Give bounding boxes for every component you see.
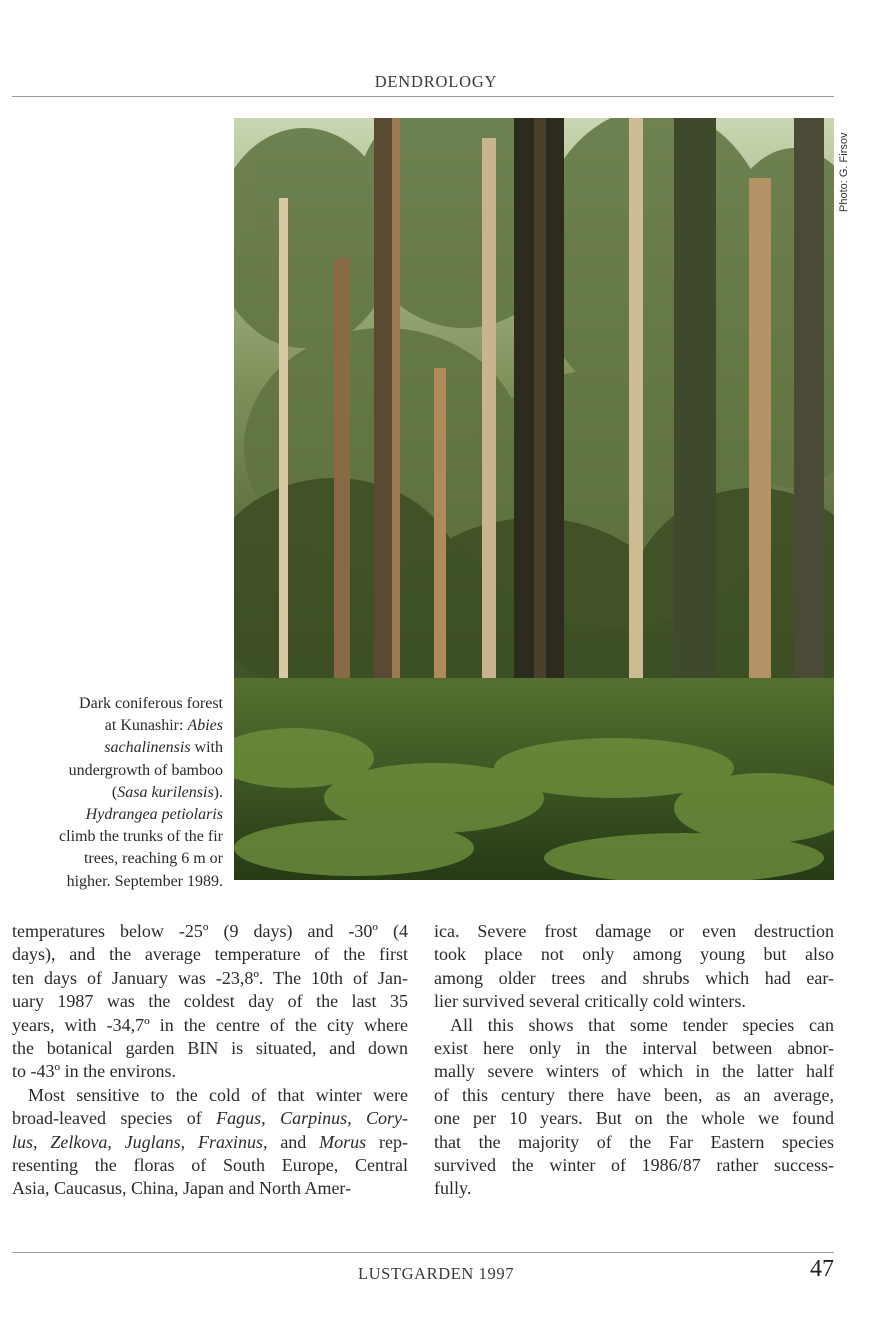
caption-line <box>12 826 223 848</box>
text-run: trees, reaching 6 m or <box>83 850 223 868</box>
text-line <box>12 1014 408 1037</box>
photo-credit: Photo: G. Firsov <box>838 132 850 212</box>
paragraph <box>434 1014 834 1201</box>
caption-line <box>12 804 223 826</box>
text-run: to -43º in the environs. <box>12 1061 177 1082</box>
caption-line <box>12 848 223 870</box>
text-run: uary 1987 was the coldest day of the last 35 <box>12 991 408 1012</box>
page-number: 47 <box>810 1256 834 1282</box>
photo-caption <box>12 693 223 893</box>
running-header: DENDROLOGY <box>374 72 498 91</box>
text-line <box>12 1154 408 1177</box>
text-run: of this century there have been, as an average, <box>434 1084 834 1105</box>
text-run: resenting the floras of South Europe, Central <box>12 1155 408 1176</box>
text-run: survived the winter of 1986/87 rather success- <box>434 1155 834 1176</box>
text-run: that the majority of the Far Eastern species <box>434 1131 834 1152</box>
text-line <box>12 1084 408 1107</box>
caption-line <box>12 715 223 737</box>
italic-text: sachalinensis <box>104 739 191 757</box>
text-run: undergrowth of bamboo <box>68 761 223 779</box>
text-line <box>12 1177 408 1200</box>
text-line <box>12 967 408 990</box>
text-run: took place not only among young but also <box>434 944 834 965</box>
text-run: the botanical garden BIN is situated, and down <box>12 1038 408 1059</box>
header-rule <box>12 96 834 97</box>
text-run: one per 10 years. But on the whole we found <box>434 1108 834 1129</box>
text-line <box>12 920 408 943</box>
caption-line <box>12 782 223 804</box>
paragraph <box>12 1084 408 1201</box>
text-line <box>434 1037 834 1060</box>
caption-line <box>12 760 223 782</box>
text-run: broad-leaved species of <box>12 1108 217 1129</box>
text-run: ). <box>213 783 223 801</box>
text-run: Dark coniferous forest <box>79 695 223 712</box>
text-run: among older trees and shrubs which had ear- <box>434 967 834 988</box>
text-line <box>12 1107 408 1130</box>
text-run: at Kunashir: <box>104 717 188 735</box>
forest-illustration <box>234 118 834 880</box>
text-run: Asia, Caucasus, China, Japan and North Amer- <box>12 1178 352 1199</box>
text-line <box>12 1037 408 1060</box>
text-run: and <box>267 1131 320 1152</box>
caption-line <box>12 871 223 893</box>
text-line <box>434 1177 834 1200</box>
italic-text: Sasa kurilensis <box>117 783 214 801</box>
body-column-left <box>12 920 408 1201</box>
body-column-right <box>434 920 834 1201</box>
text-line <box>12 1131 408 1154</box>
text-line <box>434 1131 834 1154</box>
text-line <box>434 1107 834 1130</box>
text-line <box>434 967 834 990</box>
text-run: fully. <box>434 1178 472 1199</box>
text-run: climb the trunks of the fir <box>59 828 223 846</box>
text-run: days), and the average temperature of the first <box>12 944 408 965</box>
italic-text: Hydrangea petiolaris <box>85 806 223 824</box>
text-run: lier survived several critically cold winters. <box>434 991 746 1012</box>
text-line <box>434 1014 834 1037</box>
text-line <box>434 990 834 1013</box>
forest-photo <box>234 118 834 880</box>
text-line <box>434 1154 834 1177</box>
text-run: mally severe winters of which in the latter half <box>434 1061 834 1082</box>
footer-rule <box>12 1252 834 1253</box>
italic-text: Morus <box>319 1131 367 1152</box>
text-run: with <box>190 739 223 757</box>
text-run: Most sensitive to the cold of that winter were <box>28 1084 408 1105</box>
text-run: ten days of January was -23,8º. The 10th of Jan- <box>12 967 408 988</box>
text-run: temperatures below -25º (9 days) and -30º (4 <box>12 921 408 941</box>
text-run: ( <box>111 783 118 801</box>
text-run: higher. September 1989. <box>66 872 223 890</box>
text-line <box>434 1084 834 1107</box>
text-run: exist here only in the interval between abnor- <box>434 1038 834 1059</box>
text-run: rep- <box>366 1131 408 1152</box>
italic-text: lus, Zelkova, Juglans, Fraxinus, <box>12 1131 268 1152</box>
caption-line <box>12 693 223 715</box>
italic-text: Abies <box>187 717 223 735</box>
text-line <box>434 1060 834 1083</box>
text-run: All this shows that some tender species can <box>450 1014 834 1035</box>
text-line <box>434 943 834 966</box>
paragraph <box>12 920 408 1084</box>
paragraph <box>434 920 834 1014</box>
italic-text: Fagus, Carpinus, Cory- <box>216 1108 409 1129</box>
text-line <box>12 1060 408 1083</box>
text-line <box>12 943 408 966</box>
text-run: ica. Severe frost damage or even destruction <box>434 921 834 941</box>
text-line <box>12 990 408 1013</box>
text-run: years, with -34,7º in the centre of the city where <box>12 1014 408 1035</box>
running-footer: LUSTGARDEN 1997 <box>357 1264 515 1283</box>
text-line <box>434 920 834 943</box>
caption-line <box>12 737 223 759</box>
